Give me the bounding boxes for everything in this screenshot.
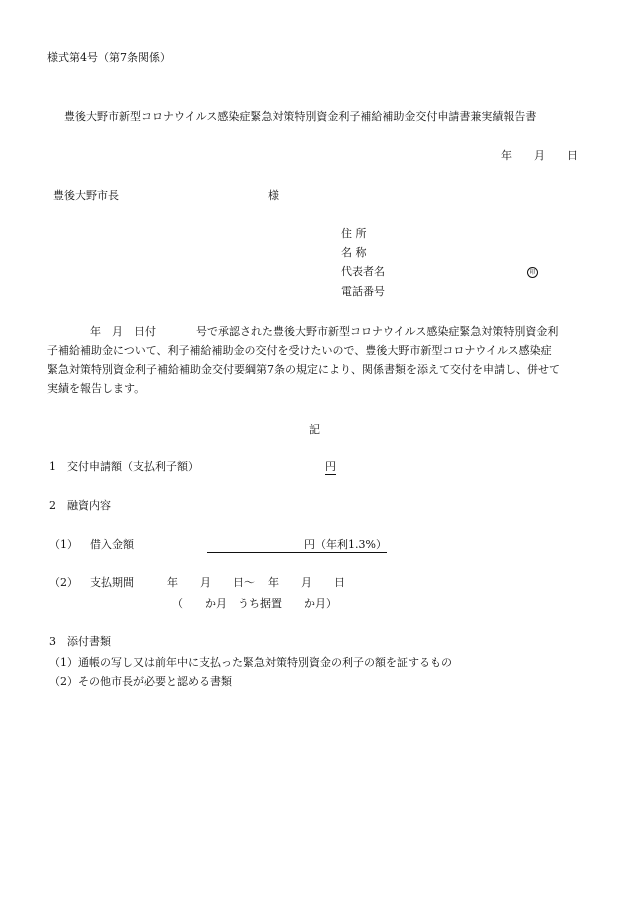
seal-mark	[527, 265, 538, 279]
seal-icon: 印	[527, 267, 538, 278]
address-label: 住 所	[341, 227, 367, 240]
date-month: 月	[534, 149, 545, 162]
representative-label: 代表者名	[341, 265, 385, 278]
item2-label: 2 融資内容	[49, 499, 111, 512]
period-end: 年 月 日	[268, 576, 345, 589]
ki-heading: 記	[309, 423, 320, 436]
document-title: 豊後大野市新型コロナウイルス感染症緊急対策特別資金利子補給補助金交付申請書兼実績報告書	[64, 110, 537, 123]
body-line-4: 実績を報告します。	[47, 382, 146, 395]
addressee-name: 豊後大野市長	[53, 189, 119, 202]
body-paragraph	[47, 322, 593, 398]
date-day: 日	[567, 149, 578, 162]
loan-amount-field: 円（年利1.3%）	[207, 538, 387, 553]
addressee-honorific: 様	[268, 189, 279, 202]
item2-sub1-number: （1）	[49, 538, 78, 551]
name-label: 名 称	[341, 246, 367, 259]
period-start: 年 月 日～	[167, 576, 255, 589]
item1-label: 1 交付申請額（支払利子額）	[49, 460, 199, 473]
phone-label: 電話番号	[341, 285, 385, 298]
body-line-1: 年 月 日付 号で承認された豊後大野市新型コロナウイルス感染症緊急対策特別資金利	[90, 325, 559, 338]
item3-label: 3 添付書類	[49, 635, 111, 648]
item1-unit: 円	[325, 460, 336, 473]
form-number: 様式第4号（第7条関係）	[47, 51, 171, 64]
attached-doc-1: （1）通帳の写し又は前年中に支払った緊急対策特別資金の利子の額を証するもの	[49, 656, 452, 669]
period-note: （ か月 うち据置 か月）	[172, 597, 337, 610]
body-line-2: 子補給補助金について、利子補給補助金の交付を受けたいので、豊後大野市新型コロナウイルス感染症	[47, 344, 552, 357]
date-year: 年	[501, 149, 512, 162]
item2-sub2-number: （2）	[49, 576, 78, 589]
item2-sub2-label: 支払期間	[90, 576, 134, 589]
body-line-3: 緊急対策特別資金利子補給補助金交付要綱第7条の規定により、関係書類を添えて交付を申請し、併せて	[47, 363, 560, 376]
attached-doc-2: （2）その他市長が必要と認める書類	[49, 675, 232, 688]
item2-sub1-label: 借入金額	[90, 538, 134, 551]
